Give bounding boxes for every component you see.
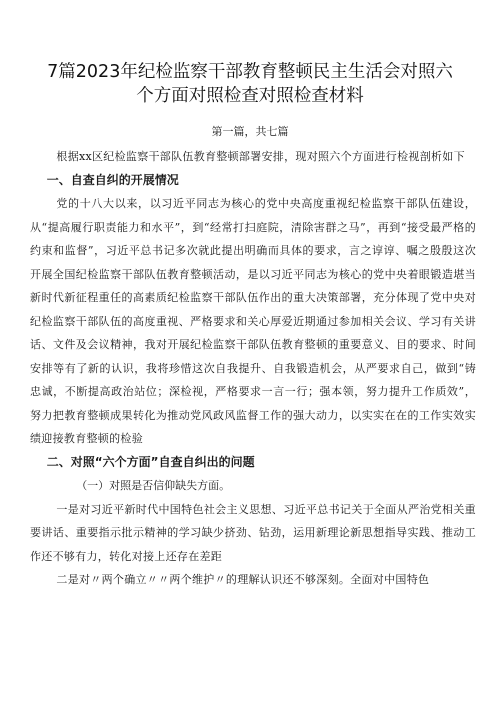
section-2-paragraph-2: 二是对〃两个确立〃〃两个维护〃的理解认识还不够深刻。全面对中国特色 [56, 573, 430, 586]
section-2-paragraph-1: 一是对习近平新时代中国特色社会主义思想、习近平总书记关于全面从严治党相关重要讲话、重要指示批示精神的学习缺少挤劲、钻劲，运用新理论新思想指导实践、推动工作还不够有力，转化对接上还存在差距 [30, 502, 476, 563]
document-body [30, 145, 476, 592]
section-heading-1: 一、自查自纠的开展情况 [46, 172, 179, 187]
document-subtitle: 第一篇，共七篇 [211, 125, 289, 138]
subsection-heading-1: （一）对照是否信仰缺失方面。 [76, 479, 231, 492]
intro-paragraph: 根据xx区纪检监察干部队伍教育整顿部署安排，现对照六个方面进行检视剖析如下 [56, 150, 465, 163]
section-heading-2: 二、对照“六个方面”自查自纠出的问题 [46, 454, 255, 469]
section-1-paragraph: 党的十八大以来，以习近平同志为核心的党中央高度重视纪检监察干部队伍建设，从“提高履行职责能力和水平”，到“经常打扫庭院，清除害群之马”，再到“接受最严格的约束和监督”，习近平总书记多次就此提出明确而具体的要求，言之谆谆、嘱之殷殷这次开展全国纪检监察干部队伍教育整顿活动，是以习近平同志为核心的党中央着眼锻造堪当新时代新征程重任的高素质纪检监察干部队伍作出的重大决策部署，充分体现了党中央对纪检监察干部队伍的高度重视、严格要求和关心厚爱近期通过参加相关会议、学习有关讲话、文件及会议精神，我对开展纪检监察干部队伍教育整顿的重要意义、目的要求、时间安排等有了新的认识，我将珍惜这次自我提升、自我锻造机会，从严要求自己，做到“铸忠诚，不断提高政治站位；深检视，严格要求一言一行；强本领，努力提升工作质效”，努力把教育整顿成果转化为推动党风政风监督工作的强大动力，以实实在在的工作实效实绩迎接教育整顿的检验 [30, 197, 476, 445]
document-title: 7篇2023年纪检监察干部教育整顿民主生活会对照六个方面对照检查对照检查材料 [47, 62, 453, 106]
